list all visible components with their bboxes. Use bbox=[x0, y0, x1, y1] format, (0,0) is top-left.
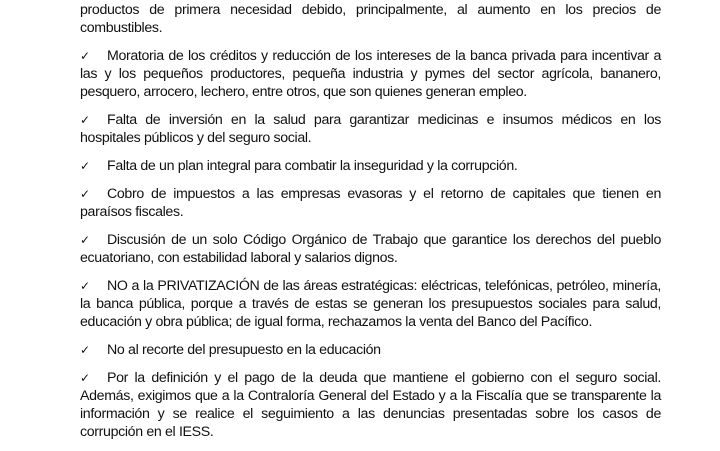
document-page bbox=[80, 0, 661, 451]
checkmark-icon: ✓ bbox=[80, 233, 90, 247]
checkmark-icon: ✓ bbox=[80, 49, 90, 63]
list-item bbox=[80, 111, 661, 147]
checkmark-icon: ✓ bbox=[80, 187, 90, 201]
list-item bbox=[80, 341, 661, 359]
intro-paragraph-fragment: productos de primera necesidad debido, principalmente, al aumento en los precios de combustibles. bbox=[80, 2, 661, 36]
list-item bbox=[80, 47, 661, 101]
list-item-text: Por la definición y el pago de la deuda que mantiene el gobierno con el seguro social. Además, exigimos que a la Contraloría General del Estado y a la Fiscalía que se transparente la información y se realice el seguimiento a las denuncias presentadas sobre los casos de corrupción en el IESS. bbox=[80, 370, 661, 440]
list-item-text: Falta de inversión en la salud para garantizar medicinas e insumos médicos en los hospitales públicos y del seguro social. bbox=[80, 112, 661, 146]
checkmark-icon: ✓ bbox=[80, 159, 90, 173]
list-item-text: No al recorte del presupuesto en la educación bbox=[107, 342, 381, 358]
checkmark-icon: ✓ bbox=[80, 371, 90, 385]
list-item bbox=[80, 185, 661, 221]
list-item-text: NO a la PRIVATIZACIÓN de las áreas estratégicas: eléctricas, telefónicas, petróleo, minería, la banca pública, porque a través de estas se generan los presupuestos sociales para salud, educación y obra pública; de igual forma, rechazamos la venta del Banco del Pacífico. bbox=[80, 278, 661, 330]
list-item bbox=[80, 157, 661, 175]
checkmark-icon: ✓ bbox=[80, 279, 90, 293]
list-item-text: Falta de un plan integral para combatir la inseguridad y la corrupción. bbox=[107, 158, 518, 174]
list-item bbox=[80, 231, 661, 267]
checkmark-icon: ✓ bbox=[80, 113, 90, 127]
list-item-text: Cobro de impuestos a las empresas evasoras y el retorno de capitales que tienen en paraísos fiscales. bbox=[80, 186, 661, 220]
list-item-text: Discusión de un solo Código Orgánico de Trabajo que garantice los derechos del pueblo ecuatoriano, con estabilidad laboral y salarios dignos. bbox=[80, 232, 661, 266]
list-item bbox=[80, 369, 661, 441]
list-item bbox=[80, 277, 661, 331]
list-item-text: Moratoria de los créditos y reducción de los intereses de la banca privada para incentivar a las y los pequeños productores, pequeña industria y pymes del sector agrícola, bananero, pesquero, arrocero, lechero, entre otros, que son quienes generan empleo. bbox=[80, 48, 661, 100]
checkmark-icon: ✓ bbox=[80, 343, 90, 357]
